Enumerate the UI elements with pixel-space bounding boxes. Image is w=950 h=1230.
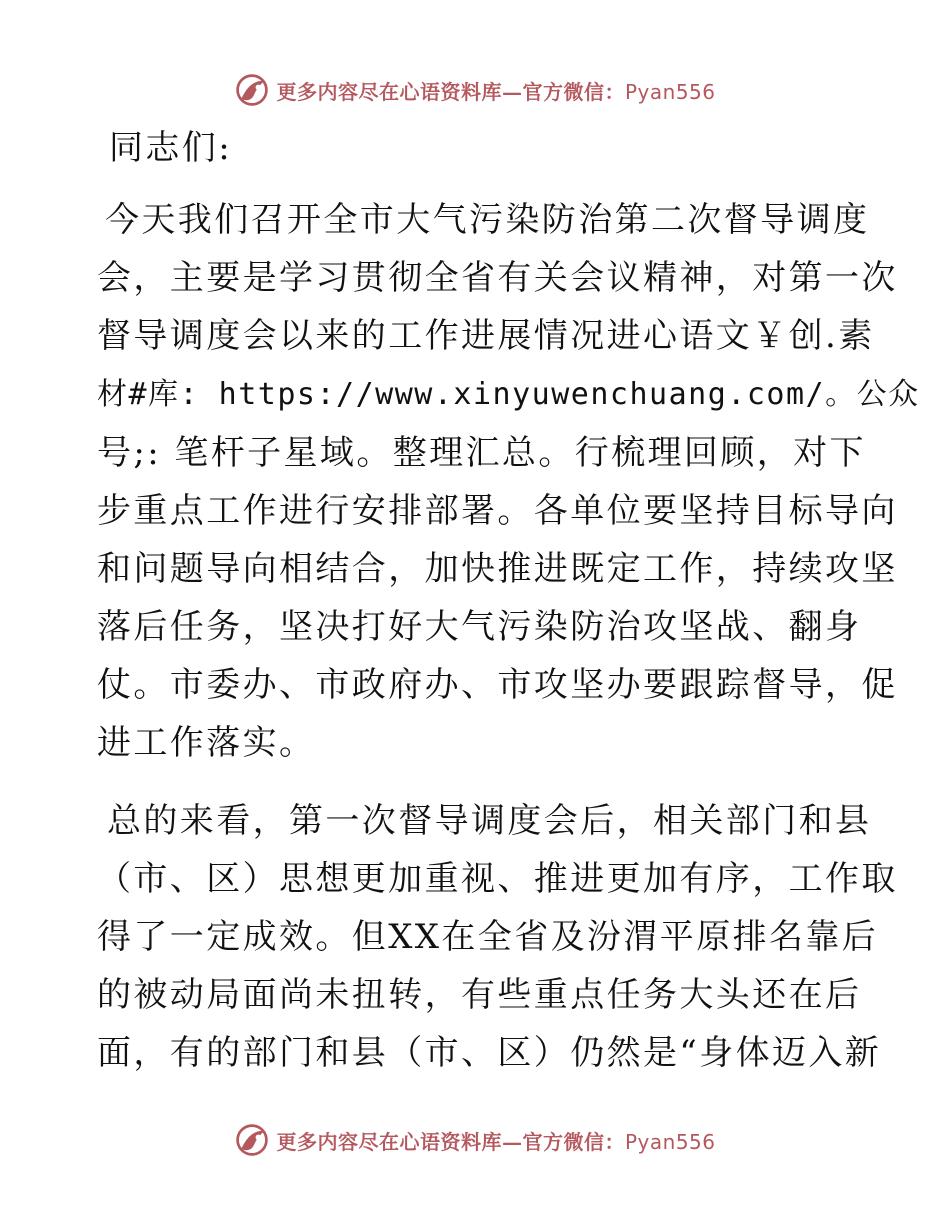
paragraph-1-line-9: 仗。市委办、市政府办、市攻坚办要跟踪督导，促	[97, 665, 898, 705]
paragraph-2-line-1: 总的来看，第一次督导调度会后，相关部门和县	[107, 801, 872, 841]
paragraph-1-line-8: 落后任务，坚决打好大气污染防治攻坚战、翻身	[97, 607, 862, 647]
paragraph-1-line-4: 材#库: https://www.xinyuwenchuang.com/。公众	[97, 377, 920, 412]
watermark-text: 更多内容尽在心语资料库—官方微信：	[276, 79, 625, 104]
salutation: 同志们:	[109, 128, 233, 168]
paragraph-2-line-2: （市、区）思想更加重视、推进更加有序，工作取	[97, 859, 898, 899]
paragraph-2-line-5: 面，有的部门和县（市、区）仍然是“身体迈入新	[97, 1033, 882, 1073]
paragraph-1-line-1: 今天我们召开全市大气污染防治第二次督导调度	[105, 200, 870, 240]
paragraph-2-line-3: 得了一定成效。但XX在全省及汾渭平原排名靠后	[97, 917, 879, 957]
watermark-text: 更多内容尽在心语资料库—官方微信：	[276, 1129, 625, 1154]
footer-watermark	[0, 1118, 950, 1162]
paragraph-1-line-7: 和问题导向相结合，加快推进既定工作，持续攻坚	[97, 549, 898, 589]
seal-logo-icon	[234, 1122, 270, 1158]
paragraph-1-line-6: 步重点工作进行安排部署。各单位要坚持目标导向	[97, 491, 898, 531]
paragraph-2-line-4: 的被动局面尚未扭转，有些重点任务大头还在后	[97, 975, 862, 1015]
watermark-id: Pyan556	[624, 79, 716, 104]
header-watermark	[0, 68, 950, 112]
paragraph-1-line-10: 进工作落实。	[97, 723, 316, 763]
seal-logo-icon	[234, 72, 270, 108]
paragraph-1-line-5: 号;: 笔杆子星域。整理汇总。行梳理回顾，对下	[97, 433, 866, 473]
watermark-id: Pyan556	[624, 1129, 716, 1154]
paragraph-1-line-3: 督导调度会以来的工作进展情况进心语文￥创.素	[97, 316, 875, 356]
paragraph-1-line-2: 会，主要是学习贯彻全省有关会议精神，对第一次	[97, 258, 898, 298]
